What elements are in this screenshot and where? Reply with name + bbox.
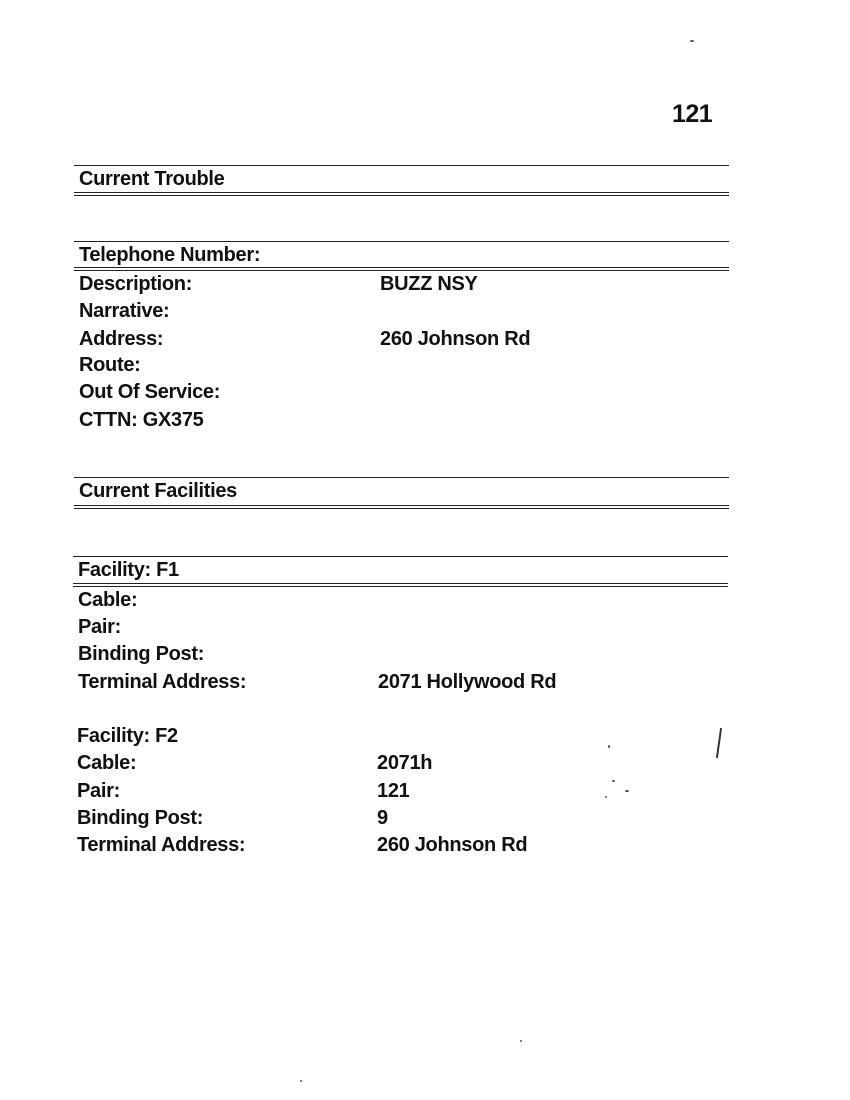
f2-cable-label: Cable: — [77, 752, 137, 774]
facility-f1-title: Facility: F1 — [78, 559, 179, 581]
cttn-label: CTTN: GX375 — [79, 409, 204, 431]
rule-bottom-telephone — [74, 267, 729, 271]
description-value: BUZZ NSY — [380, 273, 478, 295]
f2-binding-post-label: Binding Post: — [77, 807, 204, 829]
rule-top-current-trouble — [74, 165, 729, 166]
out-of-service-label: Out Of Service: — [79, 381, 221, 403]
section-heading-current-facilities: Current Facilities — [79, 480, 237, 502]
rule-bottom-facility-f1 — [73, 583, 728, 587]
page-number: 121 — [672, 100, 713, 128]
f2-cable-value: 2071h — [377, 752, 433, 774]
scan-scratch — [716, 728, 722, 758]
f1-terminal-address-label: Terminal Address: — [78, 671, 247, 693]
scan-speck — [520, 1040, 522, 1042]
scan-speck — [300, 1080, 302, 1082]
scan-speck — [625, 790, 629, 792]
scan-speck — [605, 796, 607, 798]
rule-bottom-current-trouble — [74, 192, 729, 196]
f1-pair-label: Pair: — [78, 616, 121, 638]
rule-top-current-facilities — [74, 477, 729, 478]
f2-pair-value: 121 — [377, 780, 410, 802]
f1-cable-label: Cable: — [78, 589, 138, 611]
scan-speck — [690, 40, 694, 42]
route-label: Route: — [79, 354, 141, 376]
f2-binding-post-value: 9 — [377, 807, 388, 829]
narrative-label: Narrative: — [79, 300, 170, 322]
f1-binding-post-label: Binding Post: — [78, 643, 205, 665]
f2-pair-label: Pair: — [77, 780, 120, 802]
rule-bottom-current-facilities — [74, 505, 729, 509]
rule-top-telephone — [74, 241, 729, 242]
address-value: 260 Johnson Rd — [380, 328, 531, 350]
telephone-number-label: Telephone Number: — [79, 244, 261, 266]
rule-top-facility-f1 — [73, 556, 728, 557]
f2-terminal-address-label: Terminal Address: — [77, 834, 246, 856]
f2-terminal-address-value: 260 Johnson Rd — [377, 834, 528, 856]
description-label: Description: — [79, 273, 193, 295]
scan-speck — [608, 745, 610, 748]
scan-speck — [612, 780, 615, 782]
section-heading-current-trouble: Current Trouble — [79, 168, 225, 190]
f1-terminal-address-value: 2071 Hollywood Rd — [378, 671, 557, 693]
facility-f2-title: Facility: F2 — [77, 725, 178, 747]
address-label: Address: — [79, 328, 164, 350]
